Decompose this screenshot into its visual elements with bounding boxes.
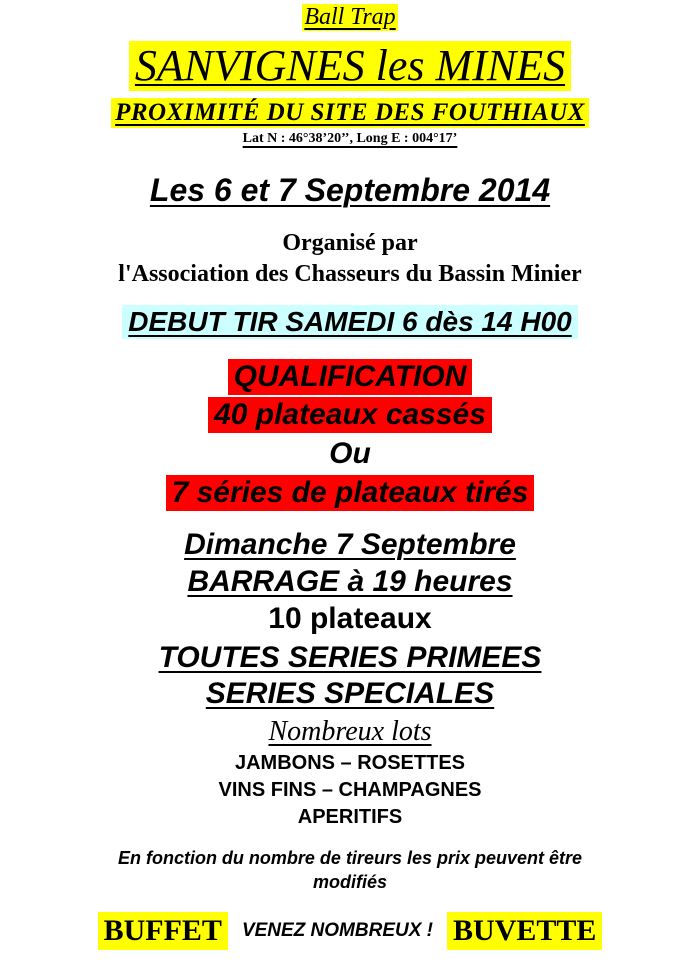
prize-note-line-1: En fonction du nombre de tireurs les prix peuvent être: [117, 848, 583, 868]
qualification-option-2: [0, 475, 700, 511]
qualification-title-text: QUALIFICATION: [228, 359, 473, 395]
ball-trap-text: Ball Trap: [304, 4, 396, 30]
barrage-time-text: BARRAGE à 19 heures: [187, 565, 513, 598]
site-subtitle: [0, 98, 700, 128]
prize-note-line-2: modifiés: [312, 872, 387, 892]
qualification-or: Ou: [329, 437, 371, 470]
prizes-title: [0, 716, 700, 748]
event-dates: [0, 172, 700, 209]
prizes-line-2: VINS FINS – CHAMPAGNES: [218, 779, 482, 801]
series-speciales: [0, 677, 700, 711]
series-speciales-text: SERIES SPECIALES: [205, 677, 495, 710]
start-time-text: DEBUT TIR SAMEDI 6 dès 14 H00: [122, 305, 577, 339]
qualification-title: [0, 359, 700, 395]
event-dates-text: Les 6 et 7 Septembre 2014: [149, 172, 551, 208]
venez-nombreux-label: VENEZ NOMBREUX !: [241, 920, 434, 941]
qualification-option-1-text: 40 plateaux cassés: [208, 397, 492, 433]
series-primees-text: TOUTES SERIES PRIMEES: [158, 641, 542, 674]
town-title: [0, 40, 700, 91]
qualification-option-2-text: 7 séries de plateaux tirés: [166, 475, 535, 511]
footer-banner: [0, 912, 700, 950]
prizes-line-1: JAMBONS – ROSETTES: [234, 752, 466, 774]
site-text: PROXIMITÉ DU SITE DES FOUTHIAUX: [111, 98, 589, 128]
town-text: SANVIGNES les MINES: [129, 41, 571, 91]
sunday-date-text: Dimanche 7 Septembre: [184, 528, 516, 561]
prizes-title-text: Nombreux lots: [268, 716, 432, 747]
series-primees: [0, 641, 700, 675]
gps-coordinates: Lat N : 46°38’20’’, Long E : 004°17’: [242, 131, 458, 146]
barrage-time: [0, 565, 700, 599]
buffet-label: BUFFET: [98, 912, 228, 950]
qualification-option-1: [0, 397, 700, 433]
sunday-date: [0, 528, 700, 562]
organised-by: Organisé par: [282, 230, 418, 256]
start-time-banner: [0, 305, 700, 339]
barrage-plates: 10 plateaux: [268, 602, 432, 635]
buvette-label: BUVETTE: [447, 912, 602, 950]
ball-trap-heading: [0, 4, 700, 31]
organiser-name: l'Association des Chasseurs du Bassin Minier: [118, 261, 582, 287]
prizes-line-3: APERITIFS: [297, 806, 403, 828]
